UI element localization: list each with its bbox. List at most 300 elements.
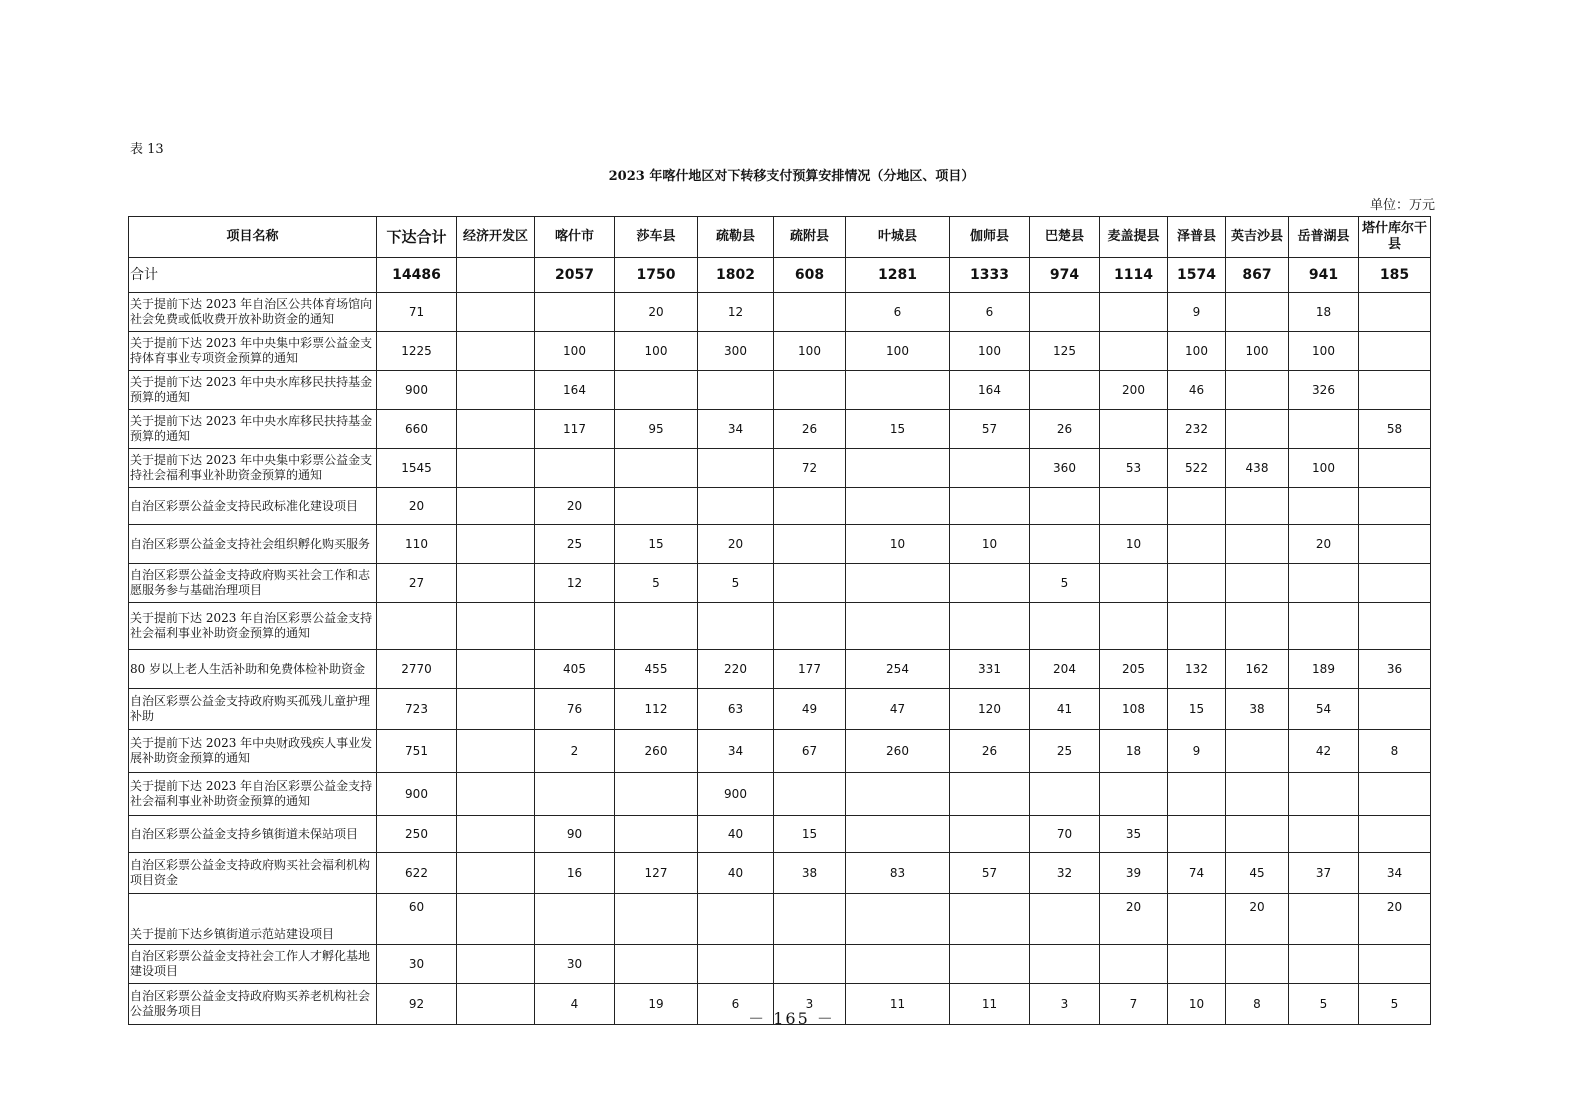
amount-cell [1359, 564, 1431, 603]
amount-cell [457, 525, 535, 564]
column-header: 巴楚县 [1030, 217, 1100, 258]
amount-cell [698, 894, 774, 945]
table-row [129, 894, 1431, 945]
amount-cell: 40 [698, 853, 774, 894]
amount-cell: 76 [535, 689, 615, 730]
total-cell: 941 [1289, 258, 1359, 293]
amount-cell: 125 [1030, 332, 1100, 371]
amount-cell [950, 773, 1030, 816]
amount-cell [1168, 603, 1226, 650]
amount-cell [1226, 603, 1289, 650]
table-row [129, 689, 1431, 730]
column-header: 泽普县 [1168, 217, 1226, 258]
amount-cell [1168, 564, 1226, 603]
amount-cell: 42 [1289, 730, 1359, 773]
table-row [129, 730, 1431, 773]
amount-cell: 30 [535, 945, 615, 984]
amount-cell: 100 [1289, 449, 1359, 488]
amount-cell: 45 [1226, 853, 1289, 894]
total-cell: 1114 [1100, 258, 1168, 293]
table-row [129, 650, 1431, 689]
amount-cell: 12 [535, 564, 615, 603]
amount-cell: 20 [1226, 894, 1289, 945]
amount-cell: 27 [377, 564, 457, 603]
amount-cell: 20 [1289, 525, 1359, 564]
amount-cell: 20 [1359, 894, 1431, 945]
amount-cell [457, 332, 535, 371]
amount-cell [1030, 371, 1100, 410]
amount-cell: 15 [615, 525, 698, 564]
amount-cell: 60 [377, 894, 457, 945]
amount-cell: 9 [1168, 730, 1226, 773]
amount-cell: 15 [846, 410, 950, 449]
amount-cell: 455 [615, 650, 698, 689]
column-header: 疏附县 [774, 217, 846, 258]
amount-cell [457, 293, 535, 332]
amount-cell: 39 [1100, 853, 1168, 894]
amount-cell: 32 [1030, 853, 1100, 894]
total-cell [457, 258, 535, 293]
amount-cell [615, 371, 698, 410]
amount-cell [1359, 945, 1431, 984]
project-name-cell: 关于提前下达 2023 年中央集中彩票公益金支持体育事业专项资金预算的通知 [129, 332, 377, 371]
amount-cell [1030, 525, 1100, 564]
amount-cell: 16 [535, 853, 615, 894]
amount-cell: 164 [950, 371, 1030, 410]
amount-cell [1226, 488, 1289, 525]
amount-cell [377, 603, 457, 650]
amount-cell: 100 [1289, 332, 1359, 371]
total-row [129, 258, 1431, 293]
amount-cell [846, 773, 950, 816]
amount-cell [1359, 449, 1431, 488]
amount-cell: 438 [1226, 449, 1289, 488]
amount-cell: 90 [535, 816, 615, 853]
amount-cell: 260 [615, 730, 698, 773]
amount-cell: 751 [377, 730, 457, 773]
amount-cell: 254 [846, 650, 950, 689]
amount-cell: 53 [1100, 449, 1168, 488]
amount-cell [1289, 894, 1359, 945]
table-row [129, 853, 1431, 894]
amount-cell [1226, 773, 1289, 816]
column-header: 麦盖提县 [1100, 217, 1168, 258]
amount-cell [1359, 689, 1431, 730]
amount-cell: 25 [535, 525, 615, 564]
amount-cell: 3 [774, 984, 846, 1025]
amount-cell: 900 [698, 773, 774, 816]
amount-cell: 100 [950, 332, 1030, 371]
amount-cell [846, 564, 950, 603]
amount-cell [1226, 525, 1289, 564]
amount-cell: 26 [950, 730, 1030, 773]
amount-cell: 34 [698, 730, 774, 773]
project-name-cell: 自治区彩票公益金支持乡镇街道未保站项目 [129, 816, 377, 853]
total-cell: 867 [1226, 258, 1289, 293]
amount-cell: 26 [1030, 410, 1100, 449]
amount-cell: 35 [1100, 816, 1168, 853]
amount-cell [774, 525, 846, 564]
amount-cell [774, 945, 846, 984]
table-row [129, 332, 1431, 371]
amount-cell: 177 [774, 650, 846, 689]
amount-cell: 132 [1168, 650, 1226, 689]
amount-cell: 41 [1030, 689, 1100, 730]
unit-label: 单位：万元 [1369, 198, 1435, 213]
amount-cell: 6 [950, 293, 1030, 332]
total-cell: 14486 [377, 258, 457, 293]
amount-cell: 2770 [377, 650, 457, 689]
amount-cell: 20 [377, 488, 457, 525]
amount-cell [1226, 410, 1289, 449]
amount-cell [457, 603, 535, 650]
amount-cell [1359, 371, 1431, 410]
amount-cell: 49 [774, 689, 846, 730]
amount-cell [846, 488, 950, 525]
amount-cell [698, 449, 774, 488]
project-name-cell: 自治区彩票公益金支持政府购买社会工作和志愿服务参与基础治理项目 [129, 564, 377, 603]
amount-cell [950, 564, 1030, 603]
amount-cell [1289, 564, 1359, 603]
amount-cell: 100 [1226, 332, 1289, 371]
amount-cell: 57 [950, 410, 1030, 449]
amount-cell [698, 945, 774, 984]
amount-cell: 25 [1030, 730, 1100, 773]
amount-cell [615, 773, 698, 816]
amount-cell [535, 603, 615, 650]
amount-cell: 100 [1168, 332, 1226, 371]
total-cell: 2057 [535, 258, 615, 293]
amount-cell: 38 [1226, 689, 1289, 730]
amount-cell: 4 [535, 984, 615, 1025]
column-header: 英吉沙县 [1226, 217, 1289, 258]
amount-cell: 326 [1289, 371, 1359, 410]
amount-cell [535, 449, 615, 488]
amount-cell: 9 [1168, 293, 1226, 332]
amount-cell: 46 [1168, 371, 1226, 410]
amount-cell: 71 [377, 293, 457, 332]
amount-cell: 18 [1100, 730, 1168, 773]
total-cell: 974 [1030, 258, 1100, 293]
amount-cell [615, 945, 698, 984]
amount-cell: 54 [1289, 689, 1359, 730]
amount-cell: 12 [698, 293, 774, 332]
amount-cell: 20 [698, 525, 774, 564]
amount-cell: 58 [1359, 410, 1431, 449]
project-name-cell: 关于提前下达 2023 年自治区公共体育场馆向社会免费或低收费开放补助资金的通知 [129, 293, 377, 332]
amount-cell: 26 [774, 410, 846, 449]
amount-cell [1168, 488, 1226, 525]
column-header: 伽师县 [950, 217, 1030, 258]
amount-cell [846, 371, 950, 410]
amount-cell [457, 730, 535, 773]
project-name-cell: 自治区彩票公益金支持政府购买养老机构社会公益服务项目 [129, 984, 377, 1025]
amount-cell [846, 603, 950, 650]
amount-cell: 110 [377, 525, 457, 564]
amount-cell: 70 [1030, 816, 1100, 853]
amount-cell [950, 894, 1030, 945]
amount-cell [1226, 816, 1289, 853]
amount-cell [774, 488, 846, 525]
amount-cell: 5 [615, 564, 698, 603]
amount-cell [774, 603, 846, 650]
amount-cell: 95 [615, 410, 698, 449]
amount-cell [846, 816, 950, 853]
project-name-cell: 自治区彩票公益金支持民政标准化建设项目 [129, 488, 377, 525]
table-row [129, 945, 1431, 984]
table-row [129, 488, 1431, 525]
amount-cell [1168, 816, 1226, 853]
amount-cell [698, 488, 774, 525]
amount-cell [1100, 945, 1168, 984]
amount-cell [1359, 816, 1431, 853]
amount-cell [846, 945, 950, 984]
amount-cell: 72 [774, 449, 846, 488]
amount-cell: 15 [774, 816, 846, 853]
amount-cell [535, 773, 615, 816]
amount-cell [1289, 945, 1359, 984]
total-label: 合计 [129, 258, 377, 293]
amount-cell [1168, 894, 1226, 945]
table-row [129, 525, 1431, 564]
column-header: 项目名称 [129, 217, 377, 258]
project-name-cell: 自治区彩票公益金支持社会组织孵化购买服务 [129, 525, 377, 564]
amount-cell: 2 [535, 730, 615, 773]
amount-cell [1359, 332, 1431, 371]
amount-cell [1226, 730, 1289, 773]
amount-cell [698, 603, 774, 650]
amount-cell [950, 816, 1030, 853]
amount-cell: 57 [950, 853, 1030, 894]
column-header: 喀什市 [535, 217, 615, 258]
amount-cell [1100, 488, 1168, 525]
amount-cell [457, 410, 535, 449]
table-row [129, 449, 1431, 488]
project-name-cell: 关于提前下达 2023 年中央水库移民扶持基金预算的通知 [129, 371, 377, 410]
amount-cell: 5 [1030, 564, 1100, 603]
amount-cell: 37 [1289, 853, 1359, 894]
amount-cell: 100 [774, 332, 846, 371]
amount-cell: 5 [1289, 984, 1359, 1025]
amount-cell [457, 816, 535, 853]
total-cell: 1750 [615, 258, 698, 293]
amount-cell: 10 [1168, 984, 1226, 1025]
amount-cell [1226, 945, 1289, 984]
amount-cell: 117 [535, 410, 615, 449]
amount-cell: 300 [698, 332, 774, 371]
amount-cell: 200 [1100, 371, 1168, 410]
table-row [129, 564, 1431, 603]
amount-cell [950, 945, 1030, 984]
project-name-cell: 关于提前下达 2023 年自治区彩票公益金支持社会福利事业补助资金预算的通知 [129, 603, 377, 650]
amount-cell [1100, 293, 1168, 332]
amount-cell [1359, 603, 1431, 650]
column-header: 塔什库尔干县 [1359, 217, 1431, 258]
amount-cell: 250 [377, 816, 457, 853]
amount-cell: 63 [698, 689, 774, 730]
amount-cell: 15 [1168, 689, 1226, 730]
amount-cell [457, 894, 535, 945]
total-cell: 1281 [846, 258, 950, 293]
amount-cell [1100, 603, 1168, 650]
amount-cell [457, 853, 535, 894]
amount-cell [1168, 773, 1226, 816]
amount-cell [846, 894, 950, 945]
amount-cell: 19 [615, 984, 698, 1025]
amount-cell: 127 [615, 853, 698, 894]
amount-cell [1030, 894, 1100, 945]
amount-cell: 522 [1168, 449, 1226, 488]
amount-cell [615, 488, 698, 525]
amount-cell: 10 [950, 525, 1030, 564]
amount-cell [535, 894, 615, 945]
column-header: 岳普湖县 [1289, 217, 1359, 258]
amount-cell [1289, 603, 1359, 650]
budget-table [128, 216, 1431, 1025]
total-cell: 1574 [1168, 258, 1226, 293]
amount-cell [1100, 773, 1168, 816]
amount-cell: 1225 [377, 332, 457, 371]
amount-cell [1226, 293, 1289, 332]
amount-cell [846, 449, 950, 488]
amount-cell: 47 [846, 689, 950, 730]
amount-cell [1030, 488, 1100, 525]
table-row [129, 371, 1431, 410]
column-header: 下达合计 [377, 217, 457, 258]
amount-cell: 30 [377, 945, 457, 984]
project-name-cell: 80 岁以上老人生活补助和免费体检补助资金 [129, 650, 377, 689]
amount-cell [457, 650, 535, 689]
total-cell: 1802 [698, 258, 774, 293]
amount-cell: 3 [1030, 984, 1100, 1025]
amount-cell: 100 [535, 332, 615, 371]
amount-cell: 34 [698, 410, 774, 449]
amount-cell: 11 [846, 984, 950, 1025]
amount-cell: 189 [1289, 650, 1359, 689]
amount-cell: 660 [377, 410, 457, 449]
amount-cell: 6 [698, 984, 774, 1025]
amount-cell [1030, 603, 1100, 650]
project-name-cell: 自治区彩票公益金支持政府购买社会福利机构项目资金 [129, 853, 377, 894]
amount-cell [1100, 332, 1168, 371]
amount-cell: 260 [846, 730, 950, 773]
column-header: 经济开发区 [457, 217, 535, 258]
amount-cell [1030, 945, 1100, 984]
amount-cell: 100 [846, 332, 950, 371]
amount-cell: 83 [846, 853, 950, 894]
amount-cell [457, 488, 535, 525]
amount-cell [1100, 410, 1168, 449]
amount-cell: 20 [615, 293, 698, 332]
amount-cell: 164 [535, 371, 615, 410]
amount-cell: 220 [698, 650, 774, 689]
amount-cell [1289, 816, 1359, 853]
amount-cell [1168, 525, 1226, 564]
amount-cell [950, 603, 1030, 650]
amount-cell [457, 564, 535, 603]
table-row [129, 773, 1431, 816]
project-name-cell: 自治区彩票公益金支持政府购买孤残儿童护理补助 [129, 689, 377, 730]
amount-cell: 40 [698, 816, 774, 853]
project-name-cell: 自治区彩票公益金支持社会工作人才孵化基地建设项目 [129, 945, 377, 984]
table-row [129, 410, 1431, 449]
project-name-cell: 关于提前下达 2023 年中央水库移民扶持基金预算的通知 [129, 410, 377, 449]
project-name-cell: 关于提前下达乡镇街道示范站建设项目 [129, 894, 377, 945]
amount-cell: 7 [1100, 984, 1168, 1025]
amount-cell: 204 [1030, 650, 1100, 689]
amount-cell [457, 945, 535, 984]
amount-cell: 38 [774, 853, 846, 894]
amount-cell [774, 564, 846, 603]
amount-cell: 162 [1226, 650, 1289, 689]
amount-cell: 18 [1289, 293, 1359, 332]
total-cell: 1333 [950, 258, 1030, 293]
amount-cell [774, 293, 846, 332]
amount-cell: 5 [1359, 984, 1431, 1025]
amount-cell: 92 [377, 984, 457, 1025]
total-cell: 185 [1359, 258, 1431, 293]
amount-cell: 8 [1359, 730, 1431, 773]
amount-cell: 120 [950, 689, 1030, 730]
amount-cell: 6 [846, 293, 950, 332]
amount-cell [1226, 564, 1289, 603]
amount-cell [1359, 293, 1431, 332]
amount-cell [1359, 525, 1431, 564]
amount-cell: 205 [1100, 650, 1168, 689]
amount-cell: 622 [377, 853, 457, 894]
table-row [129, 816, 1431, 853]
amount-cell [1030, 293, 1100, 332]
amount-cell: 10 [1100, 525, 1168, 564]
amount-cell: 723 [377, 689, 457, 730]
project-name-cell: 关于提前下达 2023 年中央集中彩票公益金支持社会福利事业补助资金预算的通知 [129, 449, 377, 488]
amount-cell [535, 293, 615, 332]
amount-cell: 108 [1100, 689, 1168, 730]
amount-cell [698, 371, 774, 410]
amount-cell [615, 449, 698, 488]
amount-cell: 100 [615, 332, 698, 371]
amount-cell [1359, 488, 1431, 525]
amount-cell: 11 [950, 984, 1030, 1025]
amount-cell [774, 371, 846, 410]
amount-cell [457, 371, 535, 410]
amount-cell [457, 773, 535, 816]
amount-cell [1100, 564, 1168, 603]
amount-cell: 112 [615, 689, 698, 730]
amount-cell: 405 [535, 650, 615, 689]
amount-cell [1168, 945, 1226, 984]
amount-cell: 36 [1359, 650, 1431, 689]
amount-cell [1289, 410, 1359, 449]
table-number: 表 13 [130, 142, 164, 157]
amount-cell [1359, 773, 1431, 816]
amount-cell [615, 816, 698, 853]
project-name-cell: 关于提前下达 2023 年中央财政残疾人事业发展补助资金预算的通知 [129, 730, 377, 773]
amount-cell: 8 [1226, 984, 1289, 1025]
header-row [129, 217, 1431, 258]
amount-cell: 1545 [377, 449, 457, 488]
amount-cell [457, 449, 535, 488]
amount-cell: 900 [377, 371, 457, 410]
amount-cell: 900 [377, 773, 457, 816]
amount-cell: 331 [950, 650, 1030, 689]
amount-cell [950, 449, 1030, 488]
amount-cell [774, 894, 846, 945]
amount-cell: 74 [1168, 853, 1226, 894]
amount-cell: 67 [774, 730, 846, 773]
total-cell: 608 [774, 258, 846, 293]
amount-cell [1226, 371, 1289, 410]
